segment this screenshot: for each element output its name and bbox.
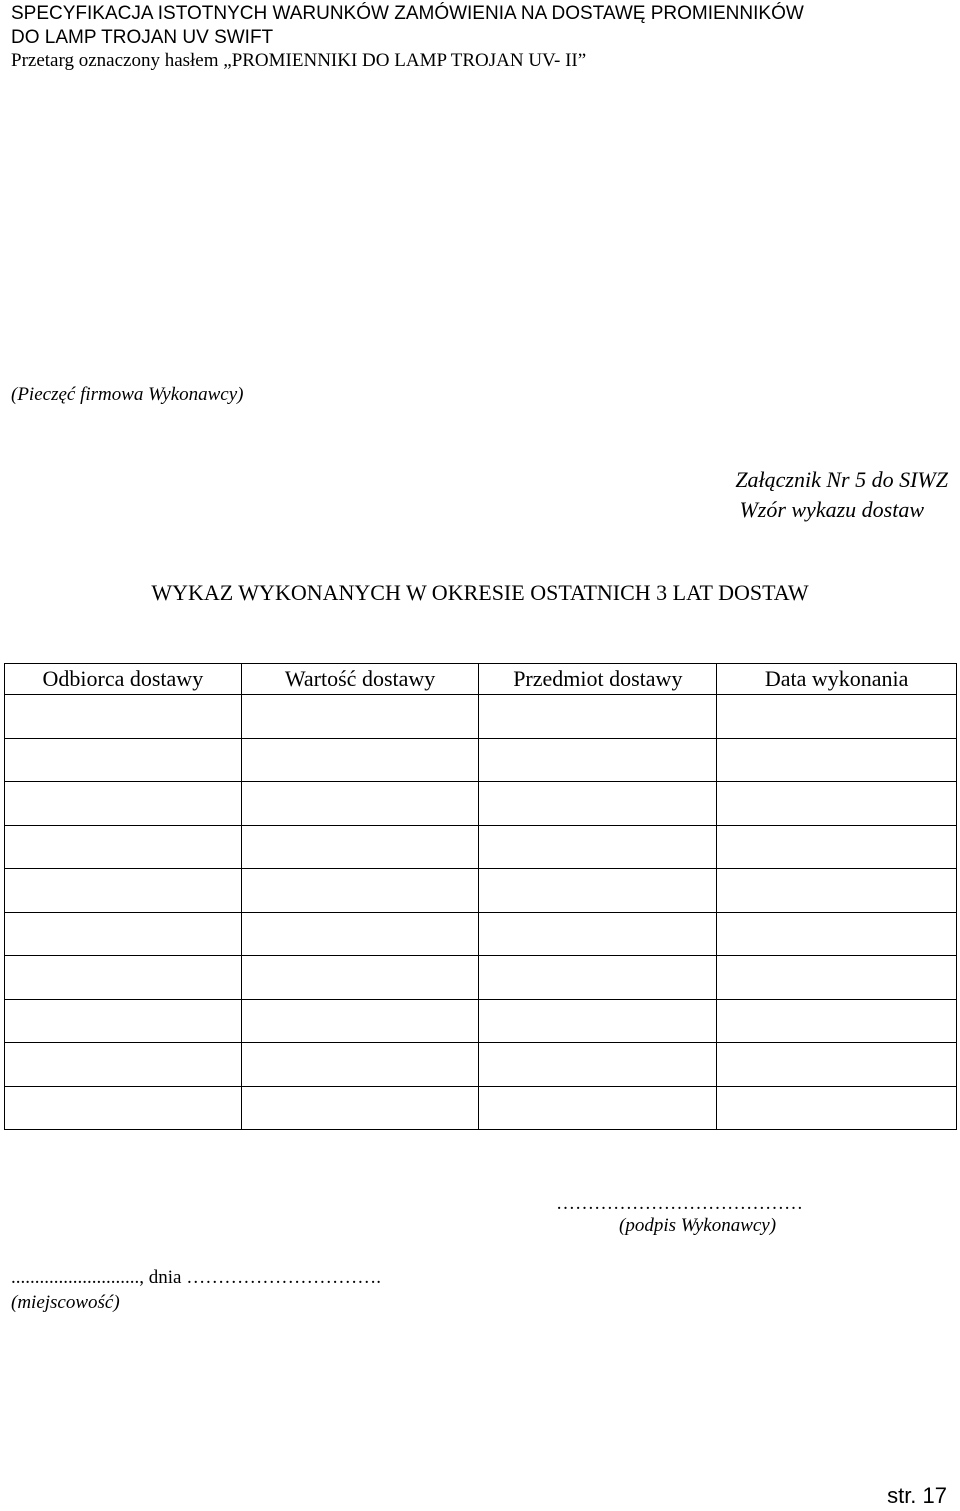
table-cell xyxy=(241,1043,479,1087)
table-cell xyxy=(479,1086,717,1130)
place-label: (miejscowość) xyxy=(11,1292,120,1313)
header-title-line-1: SPECYFIKACJA ISTOTNYCH WARUNKÓW ZAMÓWIENIA NA DOSTAWĘ PROMIENNIKÓW xyxy=(11,3,804,24)
document-title: WYKAZ WYKONANYCH W OKRESIE OSTATNICH 3 LAT DOSTAW xyxy=(151,580,809,605)
company-stamp-label: (Pieczęć firmowa Wykonawcy) xyxy=(11,384,244,405)
table-row xyxy=(5,912,957,956)
table-cell xyxy=(241,782,479,826)
table-cell xyxy=(241,738,479,782)
column-header-subject: Przedmiot dostawy xyxy=(479,664,717,695)
column-header-recipient: Odbiorca dostawy xyxy=(5,664,242,695)
tender-code-line: Przetarg oznaczony hasłem „PROMIENNIKI DO LAMP TROJAN UV- II” xyxy=(11,50,587,71)
table-cell xyxy=(479,1043,717,1087)
table-row xyxy=(5,1086,957,1130)
table-cell xyxy=(5,869,242,913)
table-cell xyxy=(717,695,957,739)
table-cell xyxy=(479,912,717,956)
table-cell xyxy=(5,1086,242,1130)
table-header-row xyxy=(5,664,957,695)
column-header-date: Data wykonania xyxy=(717,664,957,695)
table-cell xyxy=(717,1043,957,1087)
page-number: str. 17 xyxy=(887,1483,947,1508)
table-cell xyxy=(241,869,479,913)
header-title-line-2: DO LAMP TROJAN UV SWIFT xyxy=(11,27,274,48)
table-cell xyxy=(717,825,957,869)
table-cell xyxy=(717,956,957,1000)
table-cell xyxy=(241,695,479,739)
table-cell xyxy=(5,738,242,782)
table-row xyxy=(5,999,957,1043)
signature-line: ………………………………… xyxy=(556,1193,803,1214)
table-row xyxy=(5,869,957,913)
table-cell xyxy=(5,695,242,739)
deliveries-table xyxy=(4,663,957,1130)
table-cell xyxy=(717,782,957,826)
table-cell xyxy=(241,825,479,869)
table-row xyxy=(5,782,957,826)
signature-label: (podpis Wykonawcy) xyxy=(619,1215,777,1236)
table-row xyxy=(5,825,957,869)
table-cell xyxy=(717,999,957,1043)
table-cell xyxy=(479,825,717,869)
table-cell xyxy=(717,869,957,913)
table-cell xyxy=(479,738,717,782)
table-cell xyxy=(479,695,717,739)
attachment-number: Załącznik Nr 5 do SIWZ xyxy=(735,467,948,492)
column-header-value: Wartość dostawy xyxy=(241,664,479,695)
table-cell xyxy=(479,956,717,1000)
table-cell xyxy=(5,825,242,869)
table-cell xyxy=(479,782,717,826)
table-cell xyxy=(5,956,242,1000)
table-cell xyxy=(5,999,242,1043)
table-cell xyxy=(479,869,717,913)
table-cell xyxy=(5,782,242,826)
place-date-line: ..........................., dnia …………………………. xyxy=(11,1267,381,1288)
table-cell xyxy=(5,912,242,956)
table-cell xyxy=(241,956,479,1000)
attachment-subtitle: Wzór wykazu dostaw xyxy=(739,497,924,522)
table-cell xyxy=(717,738,957,782)
table-cell xyxy=(717,1086,957,1130)
table-cell xyxy=(479,999,717,1043)
table-row xyxy=(5,738,957,782)
table-cell xyxy=(241,912,479,956)
table-cell xyxy=(717,912,957,956)
table-cell xyxy=(241,999,479,1043)
table-row xyxy=(5,1043,957,1087)
table-cell xyxy=(5,1043,242,1087)
table-row xyxy=(5,695,957,739)
table-row xyxy=(5,956,957,1000)
table-cell xyxy=(241,1086,479,1130)
